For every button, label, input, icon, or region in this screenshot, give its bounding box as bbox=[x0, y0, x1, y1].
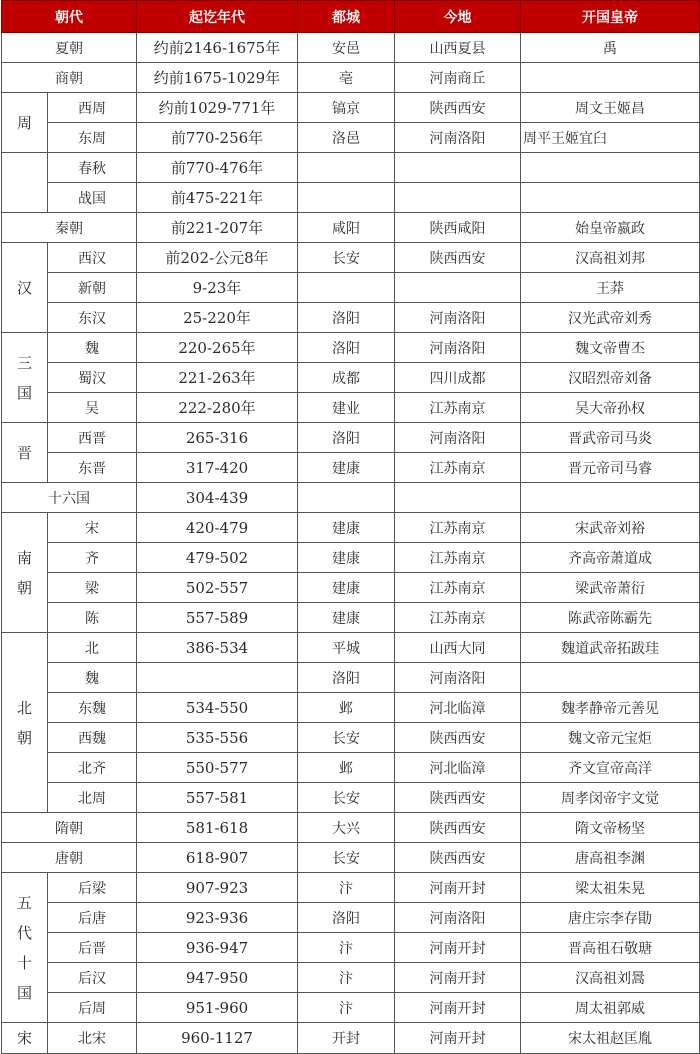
dynasty-group-char: 三 bbox=[16, 353, 32, 372]
dynasty-name: 东魏 bbox=[48, 693, 137, 723]
dynasty-name: 北宋 bbox=[48, 1023, 137, 1054]
period-cell: 581-618 bbox=[137, 813, 298, 843]
modern-place-cell: 陕西咸阳 bbox=[395, 213, 521, 243]
dynasty-group-char: 北 bbox=[16, 698, 32, 717]
table-row bbox=[2, 963, 700, 993]
period-cell: 约前1675-1029年 bbox=[137, 63, 298, 93]
table-row bbox=[2, 513, 700, 543]
table-row bbox=[2, 783, 700, 813]
period-cell: 265-316 bbox=[137, 423, 298, 453]
dynasty-group bbox=[2, 93, 48, 153]
founding-emperor-cell bbox=[521, 183, 700, 213]
dynasty-name: 新朝 bbox=[48, 273, 137, 303]
period-cell: 907-923 bbox=[137, 873, 298, 903]
dynasty-group-char: 十 bbox=[16, 953, 32, 972]
dynasty-name: 战国 bbox=[48, 183, 137, 213]
period-cell: 约前2146-1675年 bbox=[137, 33, 298, 63]
founding-emperor-cell bbox=[521, 483, 700, 513]
dynasty-group-char: 五 bbox=[16, 893, 32, 912]
period-cell: 936-947 bbox=[137, 933, 298, 963]
dynasty-name: 隋朝 bbox=[2, 813, 137, 843]
capital-cell: 汴 bbox=[298, 993, 395, 1023]
table-row bbox=[2, 483, 700, 513]
dynasty-name: 北周 bbox=[48, 783, 137, 813]
founding-emperor-cell: 隋文帝杨坚 bbox=[521, 813, 700, 843]
founding-emperor-cell: 陈武帝陈霸先 bbox=[521, 603, 700, 633]
table-row bbox=[2, 93, 700, 123]
founding-emperor-cell: 魏孝静帝元善见 bbox=[521, 693, 700, 723]
founding-emperor-cell: 晋元帝司马睿 bbox=[521, 453, 700, 483]
dynasty-name: 魏 bbox=[48, 663, 137, 693]
founding-emperor-cell: 魏道武帝拓跋珪 bbox=[521, 633, 700, 663]
founding-emperor-cell: 晋高祖石敬瑭 bbox=[521, 933, 700, 963]
header-period: 起讫年代 bbox=[137, 1, 298, 33]
modern-place-cell: 河南开封 bbox=[395, 993, 521, 1023]
dynasty-name: 梁 bbox=[48, 573, 137, 603]
modern-place-cell: 陕西西安 bbox=[395, 243, 521, 273]
founding-emperor-cell: 晋武帝司马炎 bbox=[521, 423, 700, 453]
table-row bbox=[2, 393, 700, 423]
founding-emperor-cell bbox=[521, 663, 700, 693]
capital-cell: 汴 bbox=[298, 873, 395, 903]
dynasty-name: 西晋 bbox=[48, 423, 137, 453]
period-cell: 前475-221年 bbox=[137, 183, 298, 213]
modern-place-cell: 江苏南京 bbox=[395, 543, 521, 573]
modern-place-cell bbox=[395, 183, 521, 213]
founding-emperor-cell bbox=[521, 153, 700, 183]
modern-place-cell: 河南洛阳 bbox=[395, 903, 521, 933]
dynasty-name: 北齐 bbox=[48, 753, 137, 783]
dynasty-group bbox=[2, 1023, 48, 1054]
period-cell: 550-577 bbox=[137, 753, 298, 783]
dynasty-name: 西魏 bbox=[48, 723, 137, 753]
capital-cell: 大兴 bbox=[298, 813, 395, 843]
capital-cell: 长安 bbox=[298, 243, 395, 273]
dynasty-name: 春秋 bbox=[48, 153, 137, 183]
capital-cell: 安邑 bbox=[298, 33, 395, 63]
dynasty-group-char: 晋 bbox=[16, 443, 32, 462]
capital-cell: 长安 bbox=[298, 843, 395, 873]
dynasty-group bbox=[2, 513, 48, 633]
table-row bbox=[2, 183, 700, 213]
modern-place-cell: 江苏南京 bbox=[395, 453, 521, 483]
founding-emperor-cell bbox=[521, 63, 700, 93]
founding-emperor-cell: 齐高帝萧道成 bbox=[521, 543, 700, 573]
modern-place-cell: 山西夏县 bbox=[395, 33, 521, 63]
capital-cell bbox=[298, 183, 395, 213]
capital-cell: 长安 bbox=[298, 783, 395, 813]
dynasty-table bbox=[1, 0, 700, 1054]
table-row bbox=[2, 1023, 700, 1054]
table-row bbox=[2, 123, 700, 153]
table-row bbox=[2, 603, 700, 633]
capital-cell: 建业 bbox=[298, 393, 395, 423]
dynasty-group bbox=[2, 333, 48, 423]
dynasty-name: 后梁 bbox=[48, 873, 137, 903]
table-row bbox=[2, 153, 700, 183]
table-row bbox=[2, 423, 700, 453]
modern-place-cell: 河南洛阳 bbox=[395, 303, 521, 333]
modern-place-cell: 陕西西安 bbox=[395, 843, 521, 873]
capital-cell bbox=[298, 153, 395, 183]
table-row bbox=[2, 363, 700, 393]
period-cell: 502-557 bbox=[137, 573, 298, 603]
modern-place-cell: 陕西西安 bbox=[395, 723, 521, 753]
founding-emperor-cell: 宋太祖赵匡胤 bbox=[521, 1023, 700, 1054]
capital-cell: 建康 bbox=[298, 573, 395, 603]
capital-cell bbox=[298, 273, 395, 303]
table-row bbox=[2, 873, 700, 903]
modern-place-cell: 河南开封 bbox=[395, 873, 521, 903]
capital-cell: 建康 bbox=[298, 513, 395, 543]
dynasty-name: 吴 bbox=[48, 393, 137, 423]
modern-place-cell: 河南洛阳 bbox=[395, 333, 521, 363]
period-cell: 317-420 bbox=[137, 453, 298, 483]
capital-cell: 平城 bbox=[298, 633, 395, 663]
capital-cell: 洛阳 bbox=[298, 423, 395, 453]
modern-place-cell: 河南开封 bbox=[395, 1023, 521, 1054]
founding-emperor-cell: 始皇帝嬴政 bbox=[521, 213, 700, 243]
table-row bbox=[2, 903, 700, 933]
period-cell: 9-23年 bbox=[137, 273, 298, 303]
table-row bbox=[2, 693, 700, 723]
modern-place-cell: 江苏南京 bbox=[395, 513, 521, 543]
modern-place-cell: 河南洛阳 bbox=[395, 123, 521, 153]
period-cell: 前202-公元8年 bbox=[137, 243, 298, 273]
dynasty-name: 陈 bbox=[48, 603, 137, 633]
table-row bbox=[2, 843, 700, 873]
dynasty-name: 东汉 bbox=[48, 303, 137, 333]
dynasty-group-char: 国 bbox=[16, 983, 32, 1002]
modern-place-cell: 江苏南京 bbox=[395, 393, 521, 423]
table-row bbox=[2, 303, 700, 333]
period-cell: 420-479 bbox=[137, 513, 298, 543]
dynasty-name: 东晋 bbox=[48, 453, 137, 483]
period-cell: 304-439 bbox=[137, 483, 298, 513]
dynasty-group bbox=[2, 633, 48, 813]
period-cell: 221-263年 bbox=[137, 363, 298, 393]
capital-cell bbox=[298, 483, 395, 513]
founding-emperor-cell: 禹 bbox=[521, 33, 700, 63]
dynasty-group-char: 宋 bbox=[16, 1029, 32, 1047]
modern-place-cell bbox=[395, 273, 521, 303]
period-cell: 951-960 bbox=[137, 993, 298, 1023]
dynasty-name: 商朝 bbox=[2, 63, 137, 93]
founding-emperor-cell: 齐文宣帝高洋 bbox=[521, 753, 700, 783]
capital-cell: 咸阳 bbox=[298, 213, 395, 243]
period-cell: 前770-476年 bbox=[137, 153, 298, 183]
dynasty-name: 宋 bbox=[48, 513, 137, 543]
period-cell: 960-1127 bbox=[137, 1023, 298, 1054]
modern-place-cell: 江苏南京 bbox=[395, 573, 521, 603]
table-row bbox=[2, 453, 700, 483]
table-row bbox=[2, 63, 700, 93]
capital-cell: 洛阳 bbox=[298, 663, 395, 693]
dynasty-name: 北 bbox=[48, 633, 137, 663]
modern-place-cell bbox=[395, 483, 521, 513]
capital-cell: 成都 bbox=[298, 363, 395, 393]
founding-emperor-cell: 梁武帝萧衍 bbox=[521, 573, 700, 603]
founding-emperor-cell: 梁太祖朱晃 bbox=[521, 873, 700, 903]
capital-cell: 洛阳 bbox=[298, 333, 395, 363]
dynasty-group bbox=[2, 153, 48, 213]
dynasty-name: 秦朝 bbox=[2, 213, 137, 243]
founding-emperor-cell: 魏文帝曹丕 bbox=[521, 333, 700, 363]
table-row bbox=[2, 243, 700, 273]
header-capital: 都城 bbox=[298, 1, 395, 33]
period-cell: 534-550 bbox=[137, 693, 298, 723]
modern-place-cell: 陕西西安 bbox=[395, 93, 521, 123]
founding-emperor-cell: 唐庄宗李存勖 bbox=[521, 903, 700, 933]
founding-emperor-cell: 唐高祖李渊 bbox=[521, 843, 700, 873]
dynasty-name: 后唐 bbox=[48, 903, 137, 933]
capital-cell: 镐京 bbox=[298, 93, 395, 123]
founding-emperor-cell: 汉高祖刘暠 bbox=[521, 963, 700, 993]
founding-emperor-cell: 周孝闵帝宇文觉 bbox=[521, 783, 700, 813]
dynasty-name: 后晋 bbox=[48, 933, 137, 963]
modern-place-cell: 四川成都 bbox=[395, 363, 521, 393]
modern-place-cell: 陕西西安 bbox=[395, 813, 521, 843]
capital-cell: 汴 bbox=[298, 933, 395, 963]
founding-emperor-cell: 周文王姬昌 bbox=[521, 93, 700, 123]
table-row bbox=[2, 273, 700, 303]
period-cell: 947-950 bbox=[137, 963, 298, 993]
header-row bbox=[2, 1, 700, 33]
modern-place-cell: 河南洛阳 bbox=[395, 423, 521, 453]
table-row bbox=[2, 993, 700, 1023]
capital-cell: 洛阳 bbox=[298, 303, 395, 333]
modern-place-cell: 河北临漳 bbox=[395, 693, 521, 723]
founding-emperor-cell: 王莽 bbox=[521, 273, 700, 303]
dynasty-name: 东周 bbox=[48, 123, 137, 153]
dynasty-name: 西汉 bbox=[48, 243, 137, 273]
period-cell: 557-589 bbox=[137, 603, 298, 633]
founding-emperor-cell: 宋武帝刘裕 bbox=[521, 513, 700, 543]
table-row bbox=[2, 573, 700, 603]
dynasty-name: 魏 bbox=[48, 333, 137, 363]
modern-place-cell: 山西大同 bbox=[395, 633, 521, 663]
table-row bbox=[2, 813, 700, 843]
table-row bbox=[2, 543, 700, 573]
dynasty-group-char: 南 bbox=[16, 548, 32, 567]
header-founding-emperor: 开国皇帝 bbox=[521, 1, 700, 33]
dynasty-group-char: 朝 bbox=[16, 578, 32, 597]
modern-place-cell: 河南洛阳 bbox=[395, 663, 521, 693]
table-row bbox=[2, 663, 700, 693]
modern-place-cell bbox=[395, 153, 521, 183]
table-row bbox=[2, 753, 700, 783]
dynasty-group-char: 朝 bbox=[16, 728, 32, 747]
period-cell: 约前1029-771年 bbox=[137, 93, 298, 123]
founding-emperor-cell: 吴大帝孙权 bbox=[521, 393, 700, 423]
capital-cell: 亳 bbox=[298, 63, 395, 93]
header-dynasty: 朝代 bbox=[2, 1, 137, 33]
table-row bbox=[2, 633, 700, 663]
dynasty-group-char: 周 bbox=[16, 113, 32, 132]
table-body bbox=[2, 33, 700, 1054]
capital-cell: 长安 bbox=[298, 723, 395, 753]
period-cell: 前770-256年 bbox=[137, 123, 298, 153]
table-row bbox=[2, 333, 700, 363]
period-cell: 222-280年 bbox=[137, 393, 298, 423]
capital-cell: 建康 bbox=[298, 453, 395, 483]
dynasty-name: 齐 bbox=[48, 543, 137, 573]
modern-place-cell: 河南开封 bbox=[395, 933, 521, 963]
table-row bbox=[2, 33, 700, 63]
modern-place-cell: 江苏南京 bbox=[395, 603, 521, 633]
dynasty-group-char: 代 bbox=[16, 923, 32, 942]
modern-place-cell: 陕西西安 bbox=[395, 783, 521, 813]
period-cell: 618-907 bbox=[137, 843, 298, 873]
dynasty-name: 唐朝 bbox=[2, 843, 137, 873]
dynasty-group bbox=[2, 423, 48, 483]
dynasty-name: 蜀汉 bbox=[48, 363, 137, 393]
founding-emperor-cell: 汉昭烈帝刘备 bbox=[521, 363, 700, 393]
capital-cell: 邺 bbox=[298, 693, 395, 723]
period-cell: 923-936 bbox=[137, 903, 298, 933]
capital-cell: 建康 bbox=[298, 603, 395, 633]
dynasty-name: 西周 bbox=[48, 93, 137, 123]
dynasty-name: 十六国 bbox=[2, 483, 137, 513]
table-row bbox=[2, 933, 700, 963]
modern-place-cell: 河南开封 bbox=[395, 963, 521, 993]
founding-emperor-cell: 魏文帝元宝炬 bbox=[521, 723, 700, 753]
period-cell: 386-534 bbox=[137, 633, 298, 663]
founding-emperor-cell: 周平王姬宜臼 bbox=[521, 123, 700, 153]
modern-place-cell: 河南商丘 bbox=[395, 63, 521, 93]
capital-cell: 洛阳 bbox=[298, 903, 395, 933]
period-cell bbox=[137, 663, 298, 693]
table-row bbox=[2, 723, 700, 753]
capital-cell: 洛邑 bbox=[298, 123, 395, 153]
period-cell: 25-220年 bbox=[137, 303, 298, 333]
dynasty-group bbox=[2, 243, 48, 333]
dynasty-group-char: 汉 bbox=[16, 278, 32, 297]
dynasty-group bbox=[2, 873, 48, 1023]
modern-place-cell: 河北临漳 bbox=[395, 753, 521, 783]
founding-emperor-cell: 汉光武帝刘秀 bbox=[521, 303, 700, 333]
period-cell: 557-581 bbox=[137, 783, 298, 813]
dynasty-name: 后周 bbox=[48, 993, 137, 1023]
header-modern-place: 今地 bbox=[395, 1, 521, 33]
capital-cell: 建康 bbox=[298, 543, 395, 573]
period-cell: 220-265年 bbox=[137, 333, 298, 363]
capital-cell: 邺 bbox=[298, 753, 395, 783]
dynasty-name: 后汉 bbox=[48, 963, 137, 993]
dynasty-name: 夏朝 bbox=[2, 33, 137, 63]
founding-emperor-cell: 汉高祖刘邦 bbox=[521, 243, 700, 273]
period-cell: 前221-207年 bbox=[137, 213, 298, 243]
capital-cell: 汴 bbox=[298, 963, 395, 993]
table-row bbox=[2, 213, 700, 243]
period-cell: 535-556 bbox=[137, 723, 298, 753]
period-cell: 479-502 bbox=[137, 543, 298, 573]
capital-cell: 开封 bbox=[298, 1023, 395, 1054]
founding-emperor-cell: 周太祖郭威 bbox=[521, 993, 700, 1023]
dynasty-group-char: 国 bbox=[16, 383, 32, 402]
